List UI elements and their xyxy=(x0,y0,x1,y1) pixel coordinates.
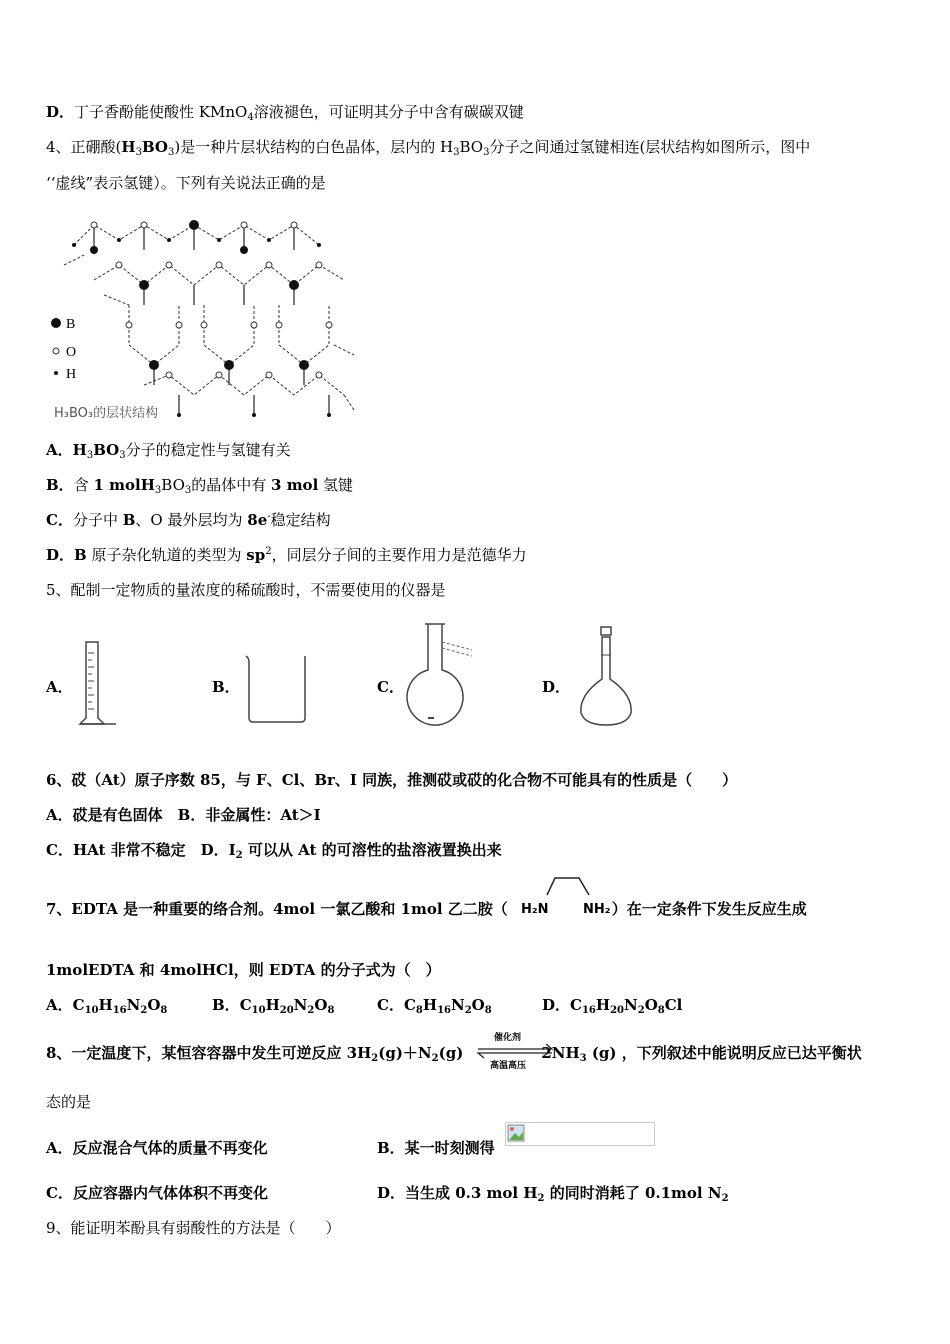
option-label: C． xyxy=(377,996,404,1014)
q6-c-text: C．HAt 非常不稳定 D．I xyxy=(46,841,236,859)
option-label: C． xyxy=(46,511,73,529)
q8-t5: (g) ，下列叙述中能说明反应已达平衡状 xyxy=(586,1044,862,1062)
q8-option-d xyxy=(377,1183,729,1203)
q4a-t3: 分子的稳定性与氢键有关 xyxy=(125,441,291,459)
q5-option-a-label: A． xyxy=(46,678,73,696)
elem: C xyxy=(570,996,582,1014)
elem: N xyxy=(293,996,308,1014)
sub: 16 xyxy=(112,1005,127,1016)
sub: 10 xyxy=(251,1005,266,1016)
legend-b: B xyxy=(66,317,76,332)
q6-options-cd xyxy=(46,840,502,860)
condition-label: 高温高压 xyxy=(490,1061,527,1071)
q8-t3: (g) xyxy=(438,1044,464,1062)
q8-stem-line1 xyxy=(46,1043,862,1063)
q4-bo2: BO xyxy=(459,138,484,156)
catalyst-label: 催化剂 xyxy=(494,1033,522,1043)
broken-image-icon xyxy=(507,1124,525,1142)
q4-sub: 3 xyxy=(483,147,490,158)
legend-h: H xyxy=(66,367,77,382)
elem: H xyxy=(98,996,113,1014)
option-label: D． xyxy=(46,546,75,564)
beaker-icon xyxy=(243,652,313,727)
option-label: A． xyxy=(46,441,73,459)
q4-bo: BO xyxy=(141,138,168,156)
q7-option-d xyxy=(542,995,682,1015)
q5-option-d-label: D． xyxy=(542,678,571,696)
q3-sub: 4 xyxy=(247,112,254,123)
q4c-bold2: 8e xyxy=(247,511,268,529)
elem: N xyxy=(624,996,638,1014)
q3-option-d-text2: 溶液褪色，可证明其分子中含有碳碳双键 xyxy=(253,103,524,121)
q4c-t1: 分子中 xyxy=(72,511,123,529)
nh2-label: NH₂ xyxy=(583,902,611,917)
elem: N xyxy=(126,996,141,1014)
q4-option-a xyxy=(46,440,291,460)
sub: 2 xyxy=(307,1005,315,1016)
q7-text1: 7、EDTA 是一种重要的络合剂。4mol 一氯乙酸和 1mol 乙二胺（ xyxy=(46,900,508,918)
q7-stem-line1 xyxy=(46,899,807,919)
q4d-t2: ，同层分子间的主要作用力是范德华力 xyxy=(271,546,527,564)
sub: 8 xyxy=(657,1005,665,1016)
legend-o-dot xyxy=(53,348,59,354)
q5-stem: 5、配制一定物质的量浓度的稀硫酸时，不需要使用的仪器是 xyxy=(46,581,446,599)
q3-option-d xyxy=(46,102,524,122)
sup: 2 xyxy=(265,546,272,557)
q3-option-d-text: 丁子香酚能使酸性 KMnO xyxy=(74,103,248,121)
sub: 3 xyxy=(154,485,162,496)
q8-t2: (g)＋N xyxy=(378,1044,432,1062)
distillation-flask-icon xyxy=(402,620,482,730)
q8-d1: D．当生成 0.3 mol H xyxy=(377,1184,538,1202)
q4c-bold1: B xyxy=(122,511,136,529)
sub: 2 xyxy=(431,1053,439,1064)
q4-sub: 3 xyxy=(168,147,175,158)
sub: 16 xyxy=(437,1005,451,1016)
q8-d2: 的同时消耗了 0.1mol N xyxy=(544,1184,722,1202)
q4b-t4: 的晶体中有 xyxy=(191,476,272,494)
q4-rest2: 分子之间通过氢键相连(层状结构如图所示，图中 xyxy=(489,138,811,156)
q4-option-d xyxy=(46,545,527,565)
q4a-t2: BO xyxy=(93,441,120,459)
q4-num: 4、正硼酸( xyxy=(46,138,122,156)
q4d-t1: 原子杂化轨道的类型为 xyxy=(86,546,247,564)
q7-stem-line2: 1molEDTA 和 4molHCl，则 EDTA 的分子式为（ ） xyxy=(46,961,441,979)
q4-stem-line2: ‘‘虚线”表示氢键）。下列有关说法正确的是 xyxy=(46,174,326,192)
q4b-t2: H xyxy=(140,476,155,494)
q6-c-rest: 可以从 At 的可溶性的盐溶液置换出来 xyxy=(242,841,502,859)
elem: C xyxy=(72,996,85,1014)
q6-options-ab: A．砹是有色固体 B．非金属性：At＞I xyxy=(46,806,321,824)
sub: 2 xyxy=(464,1005,472,1016)
q4c-t3: 稳定结构 xyxy=(270,511,331,529)
q5-option-c-label: C． xyxy=(377,678,404,696)
elem: C xyxy=(239,996,252,1014)
sub: 3 xyxy=(579,1053,587,1064)
elem: H xyxy=(265,996,280,1014)
q3-option-d-label: D． xyxy=(46,103,75,121)
elem: O xyxy=(644,996,658,1014)
q4-h: H xyxy=(121,138,136,156)
sub: 2 xyxy=(371,1053,379,1064)
q4d-bold1: B xyxy=(74,546,87,564)
legend-b-dot xyxy=(51,318,61,328)
option-label: D． xyxy=(542,996,571,1014)
q4-sub: 3 xyxy=(453,147,460,158)
q4-sub: 3 xyxy=(135,147,142,158)
sub: 20 xyxy=(610,1005,624,1016)
broken-image-placeholder xyxy=(505,1122,655,1146)
figure-caption: H₃BO₃的层状结构 xyxy=(54,406,159,421)
q4b-bold2: 3 mol xyxy=(271,476,319,494)
sub: 8 xyxy=(484,1005,492,1016)
option-label: A． xyxy=(46,996,73,1014)
elem: H xyxy=(595,996,611,1014)
elem: N xyxy=(450,996,465,1014)
q7-option-b xyxy=(212,995,334,1015)
q4b-t3: BO xyxy=(161,476,185,494)
q7-text2: ）在一定条件下发生反应生成 xyxy=(611,900,807,918)
option-label: B． xyxy=(46,476,74,494)
q4-option-c xyxy=(46,510,331,530)
sub: 8 xyxy=(160,1005,168,1016)
sub: 8 xyxy=(327,1005,335,1016)
q4-stem-line1 xyxy=(46,137,810,157)
q4d-bold2: sp xyxy=(246,546,266,564)
sub: 2 xyxy=(637,1005,645,1016)
q7-option-a xyxy=(46,995,167,1015)
sub: 3 xyxy=(86,450,94,461)
elem: Cl xyxy=(664,996,683,1014)
sub: 3 xyxy=(184,485,192,496)
sub: 2 xyxy=(721,1193,729,1204)
q4b-bold1: 1 mol xyxy=(93,476,141,494)
sub: 10 xyxy=(84,1005,99,1016)
q4-rest1: )是一种片层状结构的白色晶体，层内的 H xyxy=(174,138,454,156)
sup: - xyxy=(267,511,271,522)
q8-option-b: B．某一时刻测得 xyxy=(377,1139,495,1157)
reversible-arrow-icon xyxy=(476,1030,556,1070)
q9-stem: 9、能证明苯酚具有弱酸性的方法是（ ） xyxy=(46,1219,341,1237)
q5-option-b-label: B． xyxy=(212,678,240,696)
sub: 20 xyxy=(279,1005,294,1016)
option-label: B． xyxy=(212,996,240,1014)
q8-t4: 2NH xyxy=(541,1044,580,1062)
elem: C xyxy=(403,996,416,1014)
h2n-label: H₂N xyxy=(521,902,549,917)
graduated-cylinder-icon xyxy=(76,638,126,738)
q7-option-c xyxy=(377,995,492,1015)
volumetric-flask-icon xyxy=(575,625,645,735)
elem: O xyxy=(147,996,161,1014)
sub: 2 xyxy=(140,1005,148,1016)
q4b-t5: 氢键 xyxy=(318,476,354,494)
sub: 3 xyxy=(119,450,126,461)
sub: 2 xyxy=(235,850,243,861)
elem: H xyxy=(422,996,438,1014)
elem: O xyxy=(314,996,328,1014)
q4b-t1: 含 xyxy=(73,476,94,494)
sub: 2 xyxy=(537,1193,545,1204)
q4c-t2: 、O 最外层均为 xyxy=(135,511,248,529)
elem: O xyxy=(471,996,485,1014)
legend-h-dot xyxy=(54,371,58,375)
q8-text1: 8、一定温度下，某恒容容器中发生可逆反应 3H xyxy=(46,1044,372,1062)
q6-stem: 6、砹（At）原子序数 85，与 F、Cl、Br、I 同族，推测砹或砹的化合物不可能具有的性质是（ ） xyxy=(46,771,738,789)
q8-stem-line2: 态的是 xyxy=(46,1093,92,1111)
q4a-t1: H xyxy=(72,441,87,459)
q8-option-c: C．反应容器内气体体积不再变化 xyxy=(46,1184,268,1202)
sub: 16 xyxy=(581,1005,596,1016)
ethylenediamine-structure xyxy=(517,870,627,920)
h3bo3-layer-figure xyxy=(44,205,364,425)
legend-o: O xyxy=(66,345,77,360)
sub: 8 xyxy=(415,1005,423,1016)
q4-option-b xyxy=(46,475,353,495)
q8-option-a: A．反应混合气体的质量不再变化 xyxy=(46,1139,268,1157)
